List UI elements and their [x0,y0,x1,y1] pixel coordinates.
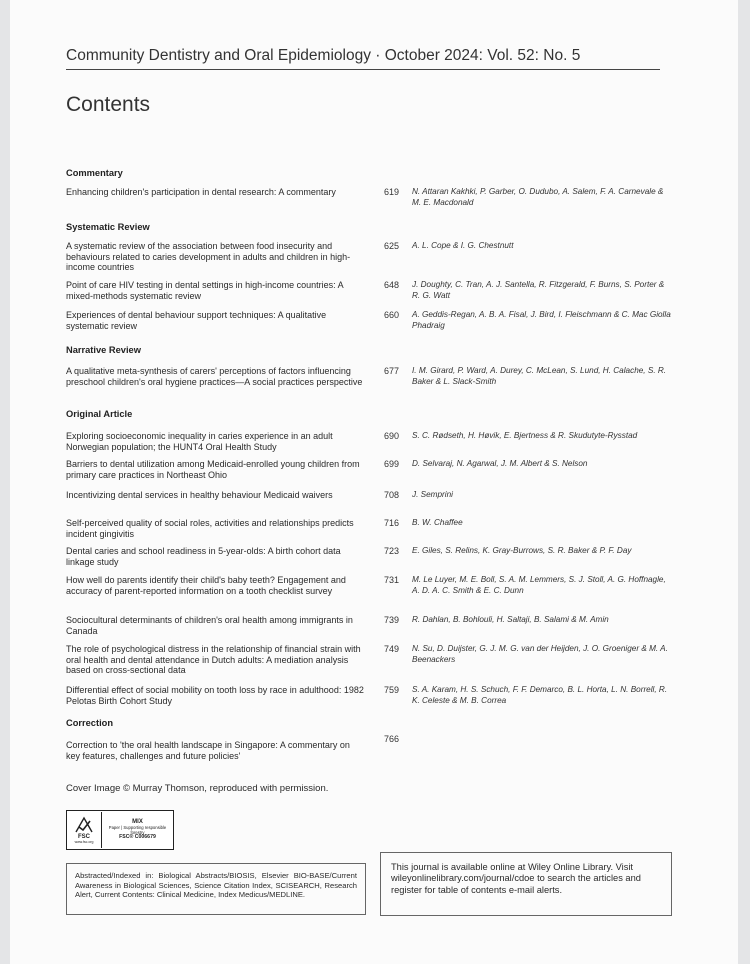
contents-page [10,0,738,964]
article-authors: M. Le Luyer, M. E. Boll, S. A. M. Lemmers, S. J. Stoll, A. G. Hoffnagle, A. D. A. C. Smith & E. C. Dunn [412,575,666,595]
article-title[interactable]: Dental caries and school readiness in 5-year-olds: A birth cohort data linkage study [66,546,341,567]
fsc-logo [66,810,174,850]
article-title[interactable]: Point of care HIV testing in dental settings in high-income countries: A mixed-methods systematic review [66,280,344,301]
article-authors: N. Su, D. Duijster, G. J. M. G. van der Heijden, J. O. Groeniger & M. A. Beenackers [412,644,668,664]
article-authors: J. Doughty, C. Tran, A. J. Santella, R. Fitzgerald, F. Burns, S. Porter & R. G. Watt [412,280,665,300]
article-title[interactable]: Differential effect of social mobility on tooth loss by race in adulthood: 1982 Pelotas Birth Cohort Study [66,685,364,706]
article-title[interactable]: A qualitative meta-synthesis of carers' perceptions of factors influencing preschool children's oral hygiene practices—A social practices perspective [66,366,363,387]
section-heading-original-article: Original Article [66,409,133,419]
article-title[interactable]: A systematic review of the association between food insecurity and behaviours related to caries development in adults and children in high-income countries [66,241,351,273]
article-authors: A. Geddis-Regan, A. B. A. Fisal, J. Bird, I. Fleischmann & C. Mac Giolla Phadraig [412,310,671,330]
article-page: 677 [384,366,400,376]
article-authors: B. W. Chaffee [412,518,463,527]
article-title[interactable]: Self-perceived quality of social roles, activities and relationships predicts incident gingivitis [66,518,354,539]
article-title[interactable]: Barriers to dental utilization among Medicaid-enrolled young children from primary care practices in Northeast Ohio [66,459,360,480]
article-title[interactable]: The role of psychological distress in the relationship of financial strain with oral health and dental attendance in Dutch adults: A mediation analysis based on cross-sectional data [66,644,361,676]
article-title[interactable]: Exploring socioeconomic inequality in caries experience in an adult Norwegian population; the HUNT4 Oral Health Study [66,431,333,452]
article-page: 619 [384,187,400,197]
article-authors: S. A. Karam, H. S. Schuch, F. F. Demarco, B. L. Horta, L. N. Borrell, R. K. Celeste & M. B. Correa [412,685,668,705]
section-heading-narrative-review: Narrative Review [66,345,141,355]
fsc-mix: MIX [132,819,143,825]
article-page: 731 [384,575,400,585]
abstracted-indexed-box: Abstracted/Indexed in: Biological Abstracts/BIOSIS, Elsevier BIO-BASE/Current Awareness in Biological Sciences, Science Citation Index, SCISEARCH, Research Alert, Current Contents: Clinical Medicine, Index Medicus/MEDLINE. [66,863,366,915]
article-page: 723 [384,546,400,556]
article-page: 759 [384,685,400,695]
article-page: 648 [384,280,400,290]
article-authors: J. Semprini [412,490,453,499]
article-page: 660 [384,310,400,320]
section-heading-systematic-review: Systematic Review [66,222,150,232]
cover-credit: Cover Image © Murray Thomson, reproduced with permission. [66,783,329,794]
page-title: Contents [66,93,151,116]
article-title[interactable]: Experiences of dental behaviour support techniques: A qualitative systematic review [66,310,327,331]
fsc-license: FSC® C006679 [119,834,156,840]
fsc-brand: FSC [78,834,90,840]
tree-check-icon [73,816,95,834]
article-title[interactable]: Sociocultural determinants of children's oral health among immigrants in Canada [66,615,353,636]
article-page: 625 [384,241,400,251]
article-page: 699 [384,459,400,469]
section-heading-commentary: Commentary [66,168,123,178]
section-heading-correction: Correction [66,718,114,728]
article-authors: S. C. Rødseth, H. Høvik, E. Bjertness & R. Skudutyte-Rysstad [412,431,638,440]
article-authors: A. L. Cope & I. G. Chestnutt [412,241,514,250]
fsc-label-block [102,820,173,840]
fsc-url: www.fsc.org [74,840,94,844]
online-availability-box: This journal is available online at Wiley Online Library. Visit wileyonlinelibrary.com/journal/cdoe to search the articles and register for table of contents e-mail alerts. [380,852,672,916]
article-title[interactable]: Incentivizing dental services in healthy behaviour Medicaid waivers [66,490,333,500]
article-page: 739 [384,615,400,625]
article-authors: E. Giles, S. Relins, K. Gray-Burrows, S. R. Baker & P. F. Day [412,546,632,555]
fsc-sub: Paper | Supporting responsible forestry [108,825,167,835]
article-title[interactable]: How well do parents identify their child's baby teeth? Engagement and accuracy of parent-reported information on a tooth checklist survey [66,575,346,596]
article-authors: R. Dahlan, B. Bohlouli, H. Saltaji, B. Salami & M. Amin [412,615,609,624]
article-page: 708 [384,490,400,500]
fsc-tree-icon [67,812,102,848]
article-title[interactable]: Enhancing children's participation in dental research: A commentary [66,187,336,197]
article-page: 766 [384,734,400,744]
article-authors: N. Attaran Kakhki, P. Garber, O. Dudubo, A. Salem, F. A. Carnevale & M. E. Macdonald [412,187,664,207]
article-page: 716 [384,518,400,528]
article-title[interactable]: Correction to 'the oral health landscape in Singapore: A commentary on key features, challenges and future policies' [66,740,350,761]
journal-header: Community Dentistry and Oral Epidemiology · October 2024: Vol. 52: No. 5 [66,47,660,70]
article-page: 690 [384,431,400,441]
article-page: 749 [384,644,400,654]
article-authors: D. Selvaraj, N. Agarwal, J. M. Albert & S. Nelson [412,459,588,468]
article-authors: I. M. Girard, P. Ward, A. Durey, C. McLean, S. Lund, H. Calache, S. R. Baker & L. Slack-Smith [412,366,667,386]
